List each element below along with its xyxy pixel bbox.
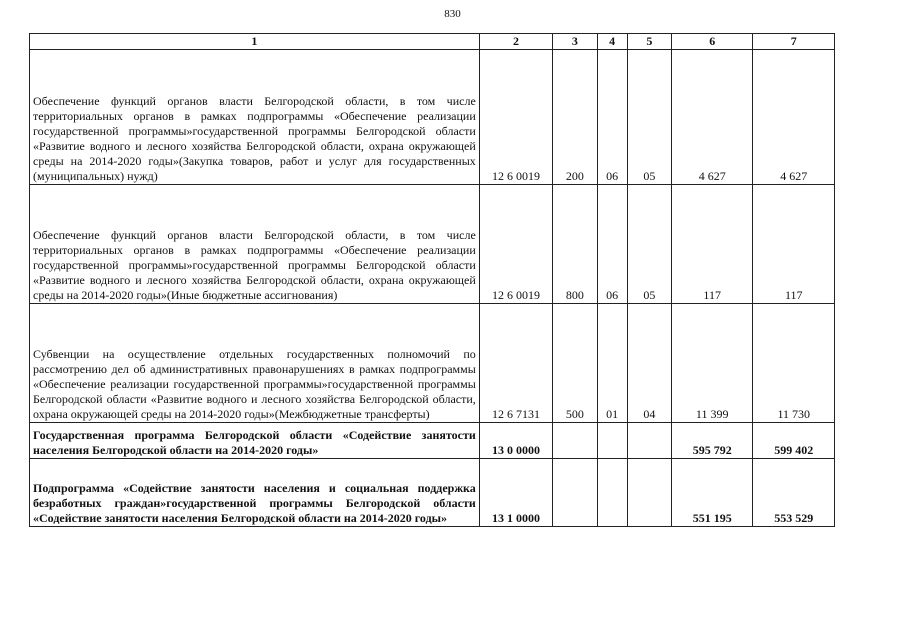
column-header-2: 2 (479, 34, 552, 50)
subsection-code (627, 459, 671, 527)
amount-col-7: 11 730 (753, 304, 835, 423)
amount-col-7: 599 402 (753, 423, 835, 459)
section-code: 01 (597, 304, 627, 423)
subsection-code: 04 (627, 304, 671, 423)
column-header-6: 6 (671, 34, 753, 50)
expense-type-code (553, 423, 597, 459)
table-header-row (30, 34, 835, 50)
table-row (30, 50, 835, 185)
page-number: 830 (444, 8, 461, 20)
table-row (30, 185, 835, 304)
section-code (597, 423, 627, 459)
subsection-code: 05 (627, 185, 671, 304)
budget-table (29, 33, 835, 527)
column-header-1: 1 (30, 34, 480, 50)
row-description: Субвенции на осуществление отдельных государственных полномочий по рассмотрению дел об административных правонарушениях в рамках подпрограммы «Обеспечение реализации государственной программы»государственной программы Белгородской области «Развитие водного и лесного хозяйства Белгородской области, охрана окружающей среды на 2014-2020 годы»(Межбюджетные трансферты) (30, 304, 480, 423)
table-row (30, 304, 835, 423)
amount-col-7: 4 627 (753, 50, 835, 185)
expense-type-code: 800 (553, 185, 597, 304)
column-header-3: 3 (553, 34, 597, 50)
row-description: Государственная программа Белгородской области «Содействие занятости населения Белгородской области на 2014-2020 годы» (30, 423, 480, 459)
target-item-code: 13 0 0000 (479, 423, 552, 459)
expense-type-code (553, 459, 597, 527)
amount-col-6: 595 792 (671, 423, 753, 459)
table-row (30, 423, 835, 459)
subsection-code (627, 423, 671, 459)
target-item-code: 12 6 0019 (479, 50, 552, 185)
amount-col-6: 117 (671, 185, 753, 304)
amount-col-7: 553 529 (753, 459, 835, 527)
expense-type-code: 500 (553, 304, 597, 423)
target-item-code: 13 1 0000 (479, 459, 552, 527)
column-header-4: 4 (597, 34, 627, 50)
table-row (30, 459, 835, 527)
column-header-7: 7 (753, 34, 835, 50)
section-code: 06 (597, 50, 627, 185)
row-description: Обеспечение функций органов власти Белгородской области, в том числе территориальных органов в рамках подпрограммы «Обеспечение реализации государственной программы»государственной программы Белгородской области «Развитие водного и лесного хозяйства Белгородской области, охрана окружающей среды на 2014-2020 годы»(Закупка товаров, работ и услуг для государственных (муниципальных) нужд) (30, 50, 480, 185)
target-item-code: 12 6 7131 (479, 304, 552, 423)
target-item-code: 12 6 0019 (479, 185, 552, 304)
amount-col-6: 4 627 (671, 50, 753, 185)
row-description: Обеспечение функций органов власти Белгородской области, в том числе территориальных органов в рамках подпрограммы «Обеспечение реализации государственной программы»государственной программы Белгородской области «Развитие водного и лесного хозяйства Белгородской области, охрана окружающей среды на 2014-2020 годы»(Иные бюджетные ассигнования) (30, 185, 480, 304)
section-code: 06 (597, 185, 627, 304)
amount-col-6: 11 399 (671, 304, 753, 423)
column-header-5: 5 (627, 34, 671, 50)
expense-type-code: 200 (553, 50, 597, 185)
amount-col-6: 551 195 (671, 459, 753, 527)
row-description: Подпрограмма «Содействие занятости населения и социальная поддержка безработных граждан»государственной программы Белгородской области «Содействие занятости населения Белгородской области на 2014-2020 годы» (30, 459, 480, 527)
subsection-code: 05 (627, 50, 671, 185)
section-code (597, 459, 627, 527)
amount-col-7: 117 (753, 185, 835, 304)
